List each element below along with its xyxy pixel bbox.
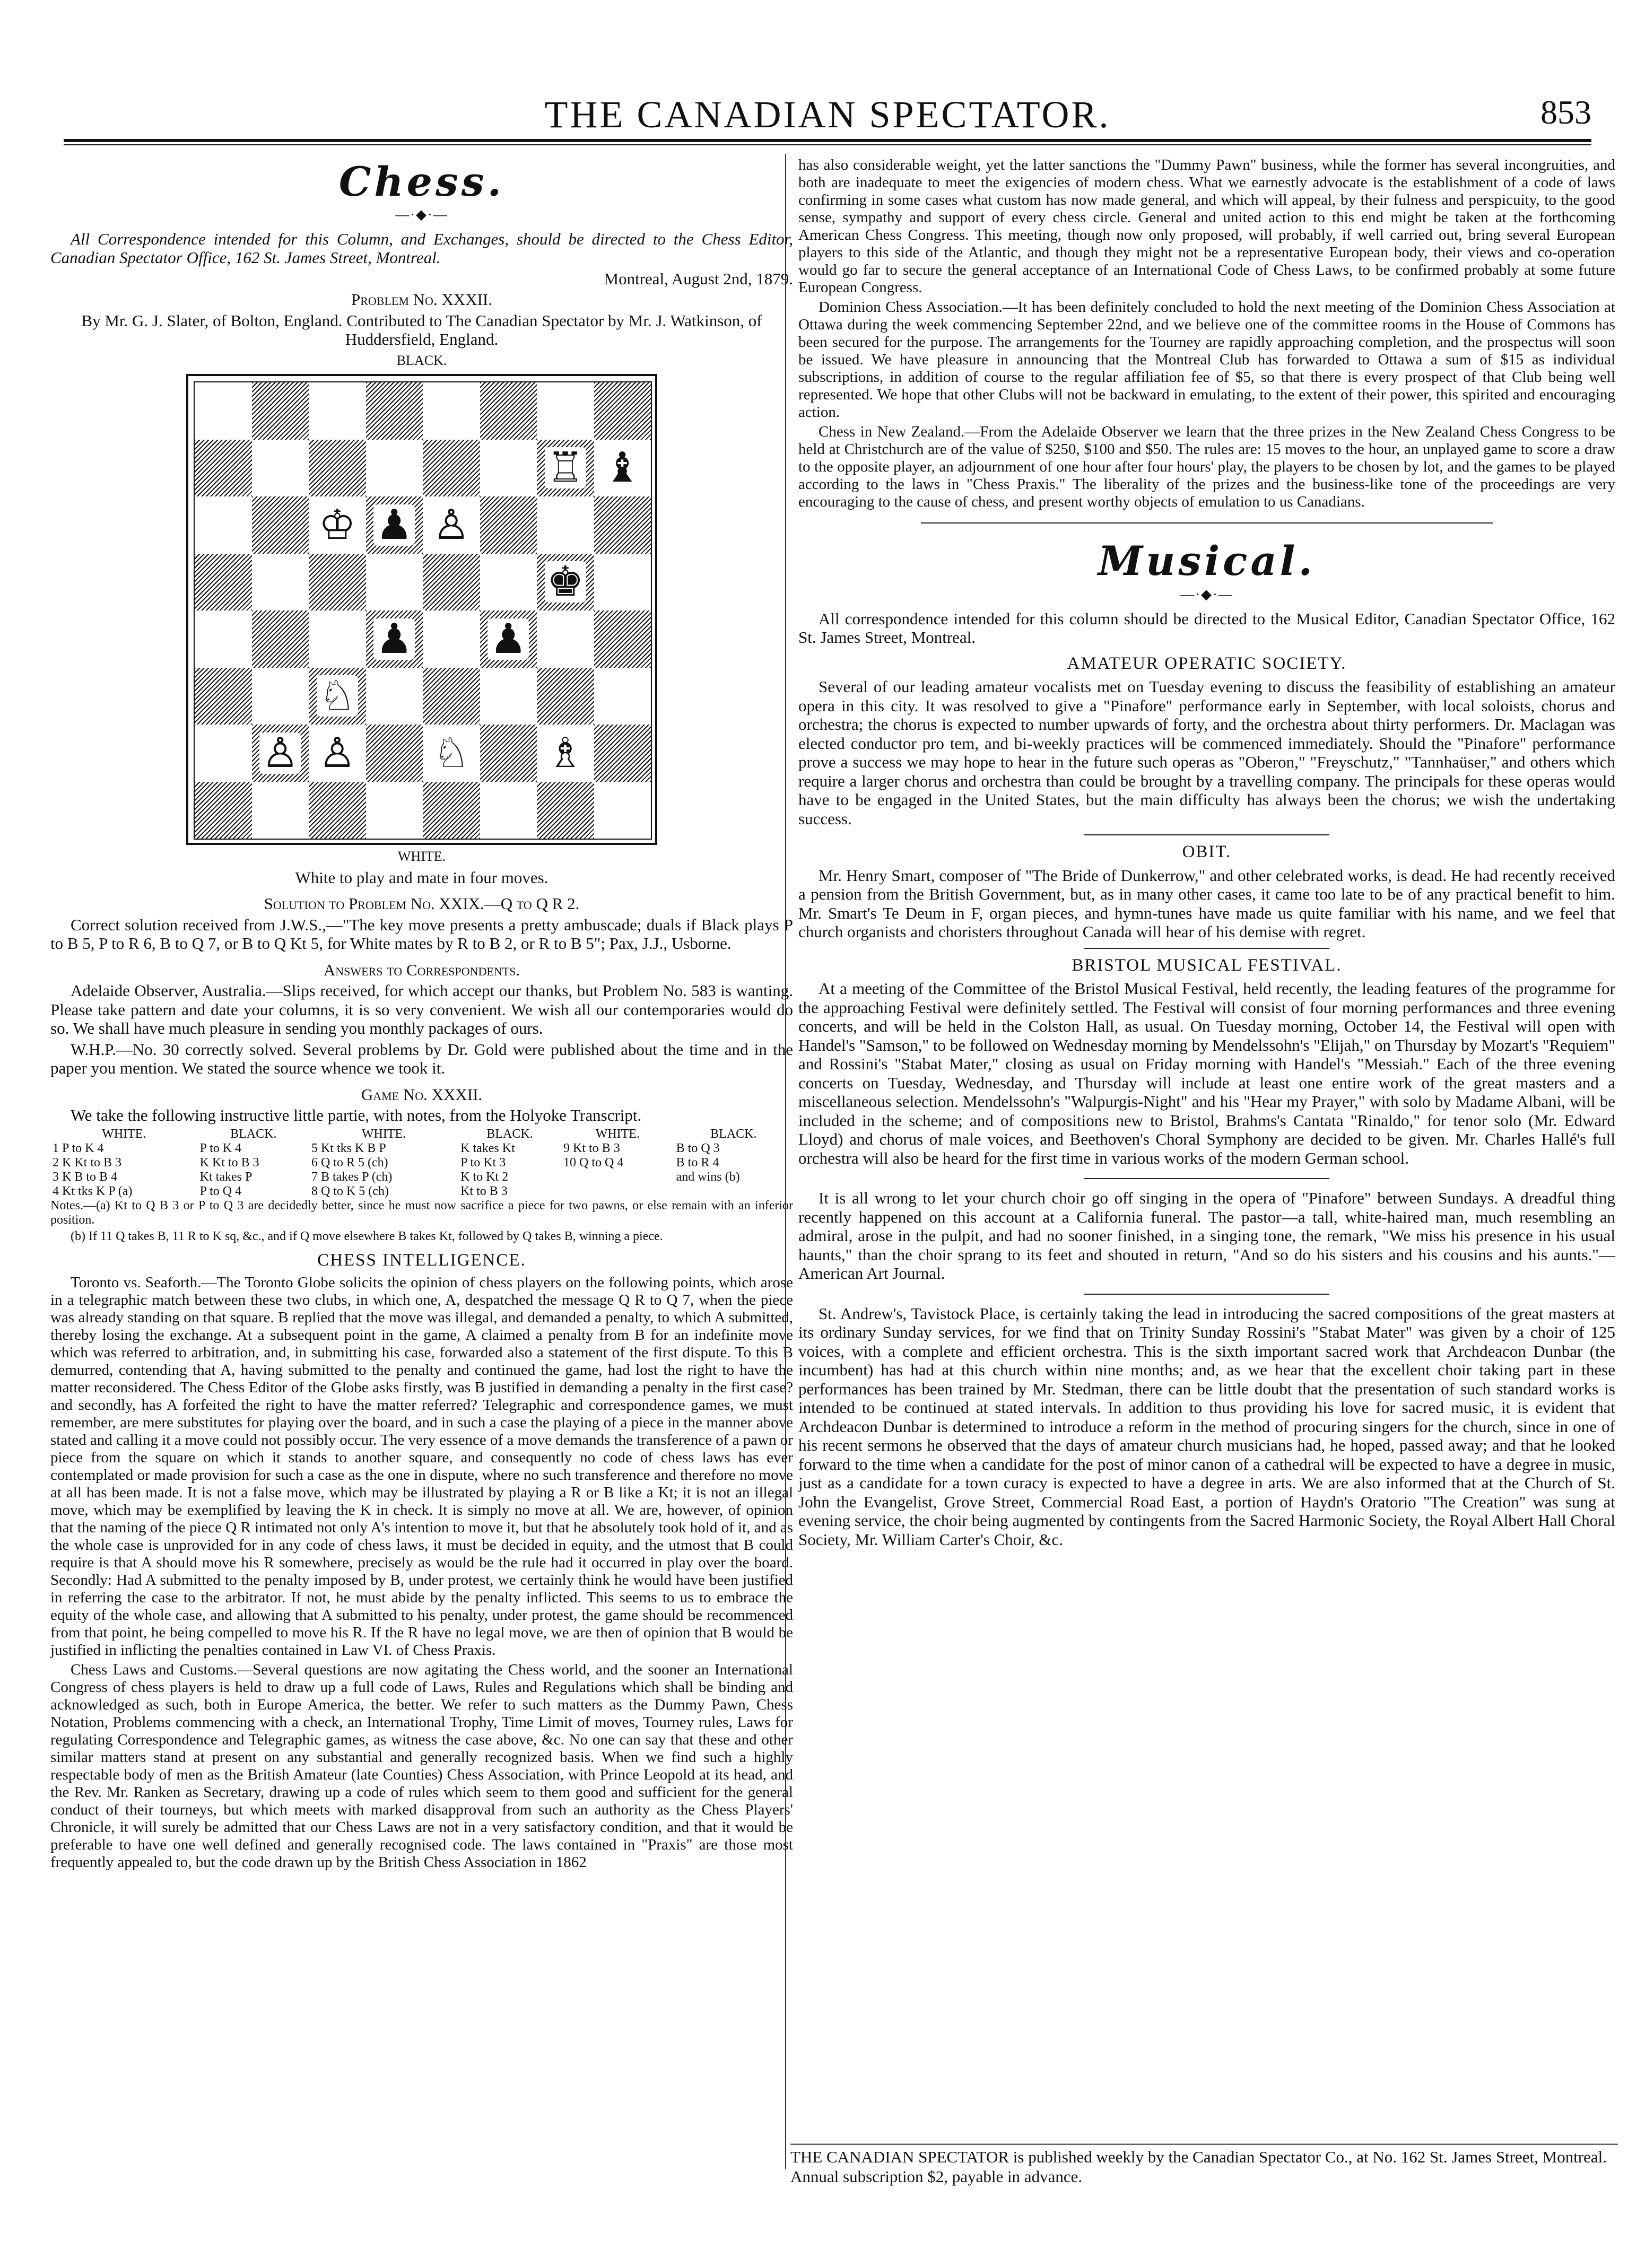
game-move-cell: 5 Kt tks K B P xyxy=(311,1141,386,1155)
footer-text: THE CANADIAN SPECTATOR is published weekly by the Canadian Spectator Co., at No. 162 St. James Street, Montreal. Annual subscription $2, payable in advance. xyxy=(790,2148,1607,2186)
board-square xyxy=(309,496,366,554)
board-square xyxy=(480,554,537,611)
board-square xyxy=(594,382,651,440)
answers-title: Answers to Correspondents. xyxy=(323,960,520,979)
problem-caption: White to play and mate in four moves. xyxy=(295,868,549,887)
board-square xyxy=(537,382,594,440)
game-move-cell: P to K 4 xyxy=(199,1141,242,1155)
board-square xyxy=(366,782,423,839)
board-square xyxy=(423,554,480,611)
board-square xyxy=(252,782,309,839)
board-square xyxy=(309,610,366,668)
chess-board xyxy=(186,374,657,845)
board-square xyxy=(537,782,594,839)
game-move-cell: 8 Q to K 5 (ch) xyxy=(311,1184,389,1198)
chess-piece-icon: ♗ xyxy=(545,732,586,774)
board-square xyxy=(423,610,480,668)
board-square xyxy=(309,782,366,839)
game-table-body xyxy=(50,1141,793,1199)
rule-short xyxy=(1084,834,1329,835)
board-square xyxy=(594,668,651,725)
board-square xyxy=(537,725,594,782)
board-square xyxy=(423,382,480,440)
board-square xyxy=(537,610,594,668)
board-square xyxy=(195,382,252,440)
game-table-header xyxy=(50,1127,793,1141)
game-move-cell: P to Q 4 xyxy=(199,1184,242,1198)
board-square xyxy=(480,610,537,668)
board-square xyxy=(366,382,423,440)
board-square xyxy=(594,782,651,839)
game-move-cell: P to Kt 3 xyxy=(460,1155,506,1170)
operatic-title: AMATEUR OPERATIC SOCIETY. xyxy=(1067,653,1347,673)
board-square xyxy=(309,668,366,725)
board-square xyxy=(195,496,252,554)
board-square xyxy=(195,668,252,725)
game-header-cell: BLACK. xyxy=(230,1127,277,1141)
chess-piece-icon: ♙ xyxy=(317,732,358,774)
game-move-cell: and wins (b) xyxy=(676,1170,740,1184)
game-move-cell: K Kt to B 3 xyxy=(199,1155,259,1170)
right-column xyxy=(798,156,1615,1551)
chess-piece-icon: ♔ xyxy=(317,504,358,546)
chess-piece-icon: ♚ xyxy=(545,561,586,603)
game-move-cell xyxy=(561,1170,674,1184)
board-square xyxy=(537,554,594,611)
board-square xyxy=(480,382,537,440)
dominion-paragraph: Dominion Chess Association.—It has been definitely concluded to hold the next meeting of the Dominion Chess Association at Ottawa during the week commencing September 22nd, and we believe one of the committee rooms in the House of Commons has been secured for the purpose. The arrangements for the Tourney are rapidly approaching completion, and the prospectus will soon be issued. We have pleasure in announcing that the Montreal Club has forwarded to Ottawa a sum of $15 as individual subscriptions, in addition of course to the regular affiliation fee of $5, so that there is every prospect of that Club being well represented. We hope that other Clubs will not be backward in emulating, to the extent of their power, this spirited and encouraging action. xyxy=(798,299,1615,421)
board-square xyxy=(594,440,651,497)
chess-piece-icon: ♖ xyxy=(545,447,586,489)
bristol-text: At a meeting of the Committee of the Bristol Musical Festival, held recently, the leading features of the programme for the approaching Festival were definitely settled. The Festival will consist of four morning performances and three evening concerts, and will be held in the Colston Hall, as usual. On Tuesday morning, October 14, the Festival will open with Handel's "Samson," to be followed on Wednesday morning by Mendelssohn's "Elijah," on Thursday by Mozart's "Requiem" and Rossini's "Stabat Mater," closing as usual on Friday morning with Handel's "Messiah." Each of the three evening concerts on Tuesday, Wednesday, and Thursday will include at least one entire work of the great masters and a miscellaneous selection. Mendelssohn's "Walpurgis-Night" and his "Hear my Prayer," with solo by Madame Albani, will be included in the scheme; and of compositions new to Bristol, Brahms's Cantata "Rinaldo," for tenor solo (Mr. Edward Lloyd) and chorus of male voices, and Beethoven's Choral Symphony are decided to be given. Mr. Charles Hallé's full orchestra will also be heard for the first time in various works of the modern German school. xyxy=(798,979,1615,1167)
board-square xyxy=(423,496,480,554)
chess-board-grid xyxy=(194,381,652,840)
publication-footer xyxy=(790,2143,1618,2195)
game-move-cell: 2 K Kt to B 3 xyxy=(53,1155,122,1170)
game-move-cell: K to Kt 2 xyxy=(460,1170,509,1184)
board-square xyxy=(480,725,537,782)
obit-title: OBIT. xyxy=(1182,842,1232,861)
game-header-cell: BLACK. xyxy=(710,1127,757,1141)
board-square xyxy=(252,554,309,611)
board-square xyxy=(366,725,423,782)
game-intro: We take the following instructive little partie, with notes, from the Holyoke Transcript. xyxy=(71,1106,642,1124)
board-square xyxy=(195,725,252,782)
page-number: 853 xyxy=(1540,93,1591,131)
chess-continuation: has also considerable weight, yet the latter sanctions the "Dummy Pawn" business, while the former has several incongruities, and both are inadequate to meet the exigencies of modern chess. What we earnestly advocate is the establishment of a code of laws confirming in some cases what custom has now made general, and which will appeal, by their fulness and perspicuity, to the good sense, sympathy and support of every chess circle. General and united action to this end might be taken at the forthcoming American Chess Congress. This meeting, though now only proposed, will probably, if well carried out, bring several European players to this side of the Atlantic, and though they might not be a representative European body, their views and co-operation would go far to secure the general acceptance of an International Code of Chess Laws, to be confirmed probably at some future European Congress. xyxy=(798,156,1615,296)
st-andrews-text: St. Andrew's, Tavistock Place, is certainly taking the lead in introducing the sacred compositions of the great masters at its ordinary Sunday services, for we find that on Trinity Sunday Rossini's "Stabat Mater" was given by a choir of 125 voices, with a complete and efficient orchestra. This is the sixth important sacred work that Archdeacon Dunbar (the incumbent) has had at this church within nine months; and, as we hear that the excellent choir taking part in these performances has been trained by Mr. Stedman, there can be little doubt that the presentation of such standard works is intended to be continued at stated intervals. In addition to thus providing his love for sacred music, it is evident that Archdeacon Dunbar is determined to introduce a reform in the method of procuring singers for the church, since in one of his recent sermons he observed that the days of amateur church musicians had, he hoped, passed away; and that he looked forward to the time when a candidate for the post of minor canon of a cathedral will be expected to have a degree in music, just as a candidate for a town curacy is expected to have a degree in arts. We are also informed that at the Church of St. John the Evangelist, Grove Street, Commercial Road East, a portion of Haydn's Oratorio "The Creation" was sung at evening service, the choir being augmented by contingents from the Sacred Harmonic Society, the Royal Albert Hall Choral Society, Mr. William Carter's Choir, &c. xyxy=(798,1304,1615,1549)
black-label: BLACK. xyxy=(396,352,447,368)
rule-short-2 xyxy=(1084,948,1329,949)
problem-title: Problem No. XXXII. xyxy=(351,290,492,309)
problem-byline: By Mr. G. J. Slater, of Bolton, England. Contributed to The Canadian Spectator by Mr. J. Watkinson, of Huddersfield, England. xyxy=(81,311,762,348)
chess-piece-icon: ♝ xyxy=(602,447,643,489)
board-square xyxy=(252,440,309,497)
game-notes-a: Notes.—(a) Kt to Q B 3 or P to Q 3 are decidedly better, since he must now sacrifice a piece for two pawns, or else remain with an inferior position. xyxy=(50,1198,793,1227)
game-move-cell: 10 Q to Q 4 xyxy=(563,1155,624,1170)
chess-piece-icon: ♙ xyxy=(431,504,472,546)
rule-short-3 xyxy=(1084,1178,1329,1179)
board-square xyxy=(366,496,423,554)
board-square xyxy=(309,554,366,611)
game-row xyxy=(50,1156,793,1170)
chess-piece-icon: ♟ xyxy=(373,618,415,660)
intelligence-1: Toronto vs. Seaforth.—The Toronto Globe solicits the opinion of chess players on the following points, which arose in a telegraphic match between these two clubs, in which one, A, despatched the message Q R to Q 7, when the piece was already standing on that square. B replied that the move was illegal, and demanded a penalty, to which A submitted, thereby losing the exchange. At a subsequent point in the game, A claimed a penalty from B for an indefinite move which was referred to arbitration, and, in submitting his case, forwarded also a statement of the first dispute. To this B demurred, contending that A, having submitted to the penalty and continued the game, had lost the right to have the matter reconsidered. The Chess Editor of the Globe asks firstly, was B justified in demanding a penalty in the first case? and secondly, has A forfeited the right to have the matter referred? Telegraphic and correspondence games, we must remember, are mere substitutes for playing over the board, and in such a case the playing of a piece in the manner above stated and calling it a move could not possibly occur. The very essence of a move demands the transference of a pawn or piece from the square on which it stands to another square, and consequently no code of chess laws has ever contemplated or made provision for such a case as the one in dispute, where no such transference and therefore no move at all has been made. It is not a false move, which may be illustrated by playing a R or B like a Kt; it is not an illegal move, which may be exemplified by leaving the K in check. It is simply no move at all. We are, however, of opinion that the naming of the piece Q R intimated not only A's intention to move it, but that he absolutely took hold of it, and as the whole case is unprovided for in any code of chess laws, it must be decided in equity, and the utmost that B could require is that A should move his R somewhere, precisely as would be the rule had it occurred in play over the board. Secondly: Had A submitted to the penalty imposed by B, under protest, we certainly think he would have been justified in referring the case to the arbitrator. If not, he must abide by the penalty inflicted. This seems to us to embrace the equity of the whole case, and allowing that A submitted to his penalty, under protest, the game should be recommenced from that point, he being compelled to move his R. If the R have no legal move, we are then of opinion that B would be justified in inflicting the penalties contained in Law VI. of Chess Praxis. xyxy=(50,1274,793,1659)
white-label: WHITE. xyxy=(397,849,446,864)
game-move-cell: 9 Kt to B 3 xyxy=(563,1141,620,1155)
answers-1: Adelaide Observer, Australia.—Slips received, for which accept our thanks, but Problem No. 583 is wanting. Please take pattern and date your columns, it is so very convenient. We wish all our contemporaries would do so. We shall have much pleasure in sending you monthly packages of ours. xyxy=(50,981,793,1037)
board-square xyxy=(252,382,309,440)
ornament: —·◆·— xyxy=(395,207,448,222)
game-move-cell: 1 P to K 4 xyxy=(53,1141,104,1155)
game-move-cell: 3 K B to B 4 xyxy=(53,1170,118,1184)
board-square xyxy=(195,610,252,668)
game-move-cell: 4 Kt tks K P (a) xyxy=(53,1184,133,1198)
left-column xyxy=(50,156,793,1873)
chess-piece-icon: ♟ xyxy=(487,618,529,660)
board-square xyxy=(309,725,366,782)
game-row xyxy=(50,1170,793,1184)
masthead xyxy=(64,93,1591,135)
bristol-title: BRISTOL MUSICAL FESTIVAL. xyxy=(1072,955,1342,975)
chess-piece-icon: ♟ xyxy=(373,504,415,546)
rule-short-4 xyxy=(1084,1294,1329,1295)
board-square xyxy=(594,554,651,611)
board-square xyxy=(195,782,252,839)
game-notes-b: (b) If 11 Q takes B, 11 R to K sq, &c., and if Q move elsewhere B takes Kt, followed by Q takes B, winning a piece. xyxy=(71,1229,663,1243)
obit-text: Mr. Henry Smart, composer of "The Bride of Dunkerrow," and other celebrated works, is dead. He had recently received a pension from the British Government, but, as in many other cases, it came too late to be of any practical benefit to him. Mr. Smart's Te Deum in F, organ pieces, and hymn-tunes have made us quite familiar with his name, and we feel that church organists and choristers throughout Canada will hear of his demise with regret. xyxy=(798,866,1615,941)
game-table xyxy=(50,1127,793,1199)
operatic-text: Several of our leading amateur vocalists met on Tuesday evening to discuss the feasibility of establishing an amateur opera in this city. It was resolved to give a "Pinafore" performance early in September, with local soloists, chorus and orchestra; the chorus is expected to number upwards of forty, and the orchestra about thirty performers. Dr. Maclagan was elected conductor pro tem, and bi-weekly practices will be commenced immediately. Should the "Pinafore" performance prove a success we may hope to hear in the future such operas as "Oberon," "Freyschutz," "Tannhaüser," and others which require a larger chorus and orchestra than could be brought by a travelling company. The principals for these operas would have to be engaged in the United States, but the main difficulty has always been the chorus; we wish the undertaking success. xyxy=(798,677,1615,828)
board-square xyxy=(594,496,651,554)
board-square xyxy=(195,440,252,497)
masthead-rule-thin xyxy=(64,144,1591,145)
intelligence-title: CHESS INTELLIGENCE. xyxy=(317,1250,526,1270)
game-row xyxy=(50,1184,793,1199)
masthead-title: THE CANADIAN SPECTATOR. xyxy=(544,93,1111,136)
board-square xyxy=(366,668,423,725)
answers-2: W.H.P.—No. 30 correctly solved. Several problems by Dr. Gold were published about the time and in the paper you mention. We stated the source whence we took it. xyxy=(50,1040,793,1077)
board-square xyxy=(423,782,480,839)
board-square xyxy=(594,725,651,782)
board-square xyxy=(537,668,594,725)
board-square xyxy=(594,610,651,668)
game-move-cell: 7 B takes P (ch) xyxy=(311,1170,393,1184)
masthead-rule xyxy=(64,139,1591,142)
game-move-cell: 6 Q to R 5 (ch) xyxy=(311,1155,388,1170)
game-header-cell: BLACK. xyxy=(486,1127,533,1141)
ornament-musical: —·◆·— xyxy=(1180,587,1233,602)
intelligence-2: Chess Laws and Customs.—Several questions are now agitating the Chess world, and the sooner an International Congress of chess players is held to draw up a full code of Laws, Rules and Regulations which shall be binding and acknowledged as such, both in Europe America, the better. We refer to such matters as the Dummy Pawn, Chess Notation, Problems commencing with a check, an International Trophy, Time Limit of moves, Tourney rules, Laws for regulating Correspondence and Telegraphic games, as witness the case above, &c. No one can say that these and other similar matters stand at present on any substantial and generally recognized basis. When we find such a highly respectable body of men as the British Amateur (late Counties) Chess Association, with Prince Leopold at its head, and the Rev. Mr. Ranken as Secretary, drawing up a code of rules which seem to them good and sufficient for the general conduct of their tourneys, but which meets with marked disapproval from such an authority as the Chess Players' Chronicle, it will surely be admitted that our Chess Laws are not in a very satisfactory condition, and that it would be preferable to have one well defined and generally recognised code. The laws contained in "Praxis" are those most frequently appealed to, but the code drawn up by the British Chess Association in 1862 xyxy=(50,1661,793,1871)
board-square xyxy=(309,440,366,497)
game-header-cell: WHITE. xyxy=(102,1127,146,1141)
board-square xyxy=(252,610,309,668)
board-square xyxy=(366,610,423,668)
game-move-cell: Kt takes P xyxy=(199,1170,253,1184)
board-square xyxy=(423,668,480,725)
board-square xyxy=(537,440,594,497)
musical-heading: Musical. xyxy=(1098,537,1316,585)
board-square xyxy=(366,440,423,497)
board-square xyxy=(252,668,309,725)
new-zealand-paragraph: Chess in New Zealand.—From the Adelaide Observer we learn that the three prizes in the New Zealand Chess Congress to be held at Christchurch are of the value of $250, $100 and $50. The rules are: 15 moves to the hour, an unplayed game to score a draw to the opposite player, an adjournment of one hour after four hours' play, the players to be chosen by lot, and the games to be played according to the laws in "Chess Praxis." The liberality of the prizes and the business-like tone of the proceedings are very encouraging to the cause of chess, and present worthy objects of emulation to us Canadians. xyxy=(798,423,1615,510)
chess-piece-icon: ♘ xyxy=(431,732,472,774)
board-square xyxy=(423,725,480,782)
game-move-cell: Kt to B 3 xyxy=(460,1184,508,1198)
chess-piece-icon: ♙ xyxy=(259,732,301,774)
chess-intro: All Correspondence intended for this Column, and Exchanges, should be directed to the Chess Editor, Canadian Spectator Office, 162 St. James Street, Montreal. xyxy=(50,229,793,267)
game-move-cell xyxy=(561,1184,674,1199)
section-rule xyxy=(921,522,1493,524)
chess-dateline: Montreal, August 2nd, 1879. xyxy=(604,269,793,288)
chess-piece-icon: ♘ xyxy=(317,675,358,717)
board-square xyxy=(480,668,537,725)
board-square xyxy=(309,382,366,440)
board-square xyxy=(195,554,252,611)
board-square xyxy=(252,496,309,554)
game-header-cell: WHITE. xyxy=(595,1127,640,1141)
board-square xyxy=(480,496,537,554)
board-square xyxy=(423,440,480,497)
board-square xyxy=(537,496,594,554)
game-move-cell xyxy=(674,1184,793,1199)
game-header-cell: WHITE. xyxy=(361,1127,406,1141)
pinafore-text: It is all wrong to let your church choir go off singing in the opera of "Pinafore" between Sundays. A dreadful thing recently happened on this account at a California funeral. The pastor—a tall, white-haired man, much resembling an admiral, arose in the pulpit, and had no sooner finished, in a singing tone, the remark, "We miss his presence in his usual haunts," than the choir sprang to its feet and shouted in return, "And so do his sisters and his cousins and his aunts."—American Art Journal. xyxy=(798,1189,1615,1283)
solution-title: Solution to Problem No. XXIX.—Q to Q R 2. xyxy=(264,894,580,913)
game-move-cell: B to Q 3 xyxy=(676,1141,720,1155)
board-square xyxy=(480,440,537,497)
board-square xyxy=(252,725,309,782)
chess-heading: Chess. xyxy=(338,158,505,205)
game-title: Game No. XXXII. xyxy=(361,1085,483,1104)
game-row xyxy=(50,1141,793,1156)
musical-intro: All correspondence intended for this column should be directed to the Musical Editor, Canadian Spectator Office, 162 St. James Street, Montreal. xyxy=(798,609,1615,647)
game-move-cell: K takes Kt xyxy=(460,1141,515,1155)
board-square xyxy=(366,554,423,611)
solution-text: Correct solution received from J.W.S.,—"The key move presents a pretty ambuscade; duals if Black plays P to B 5, P to R 6, B to Q 7, or B to Q Kt 5, for White mates by R to B 2, or R to B 5"; Pax, J.J., Usborne. xyxy=(50,915,793,953)
board-square xyxy=(480,782,537,839)
game-move-cell: B to R 4 xyxy=(676,1155,719,1170)
